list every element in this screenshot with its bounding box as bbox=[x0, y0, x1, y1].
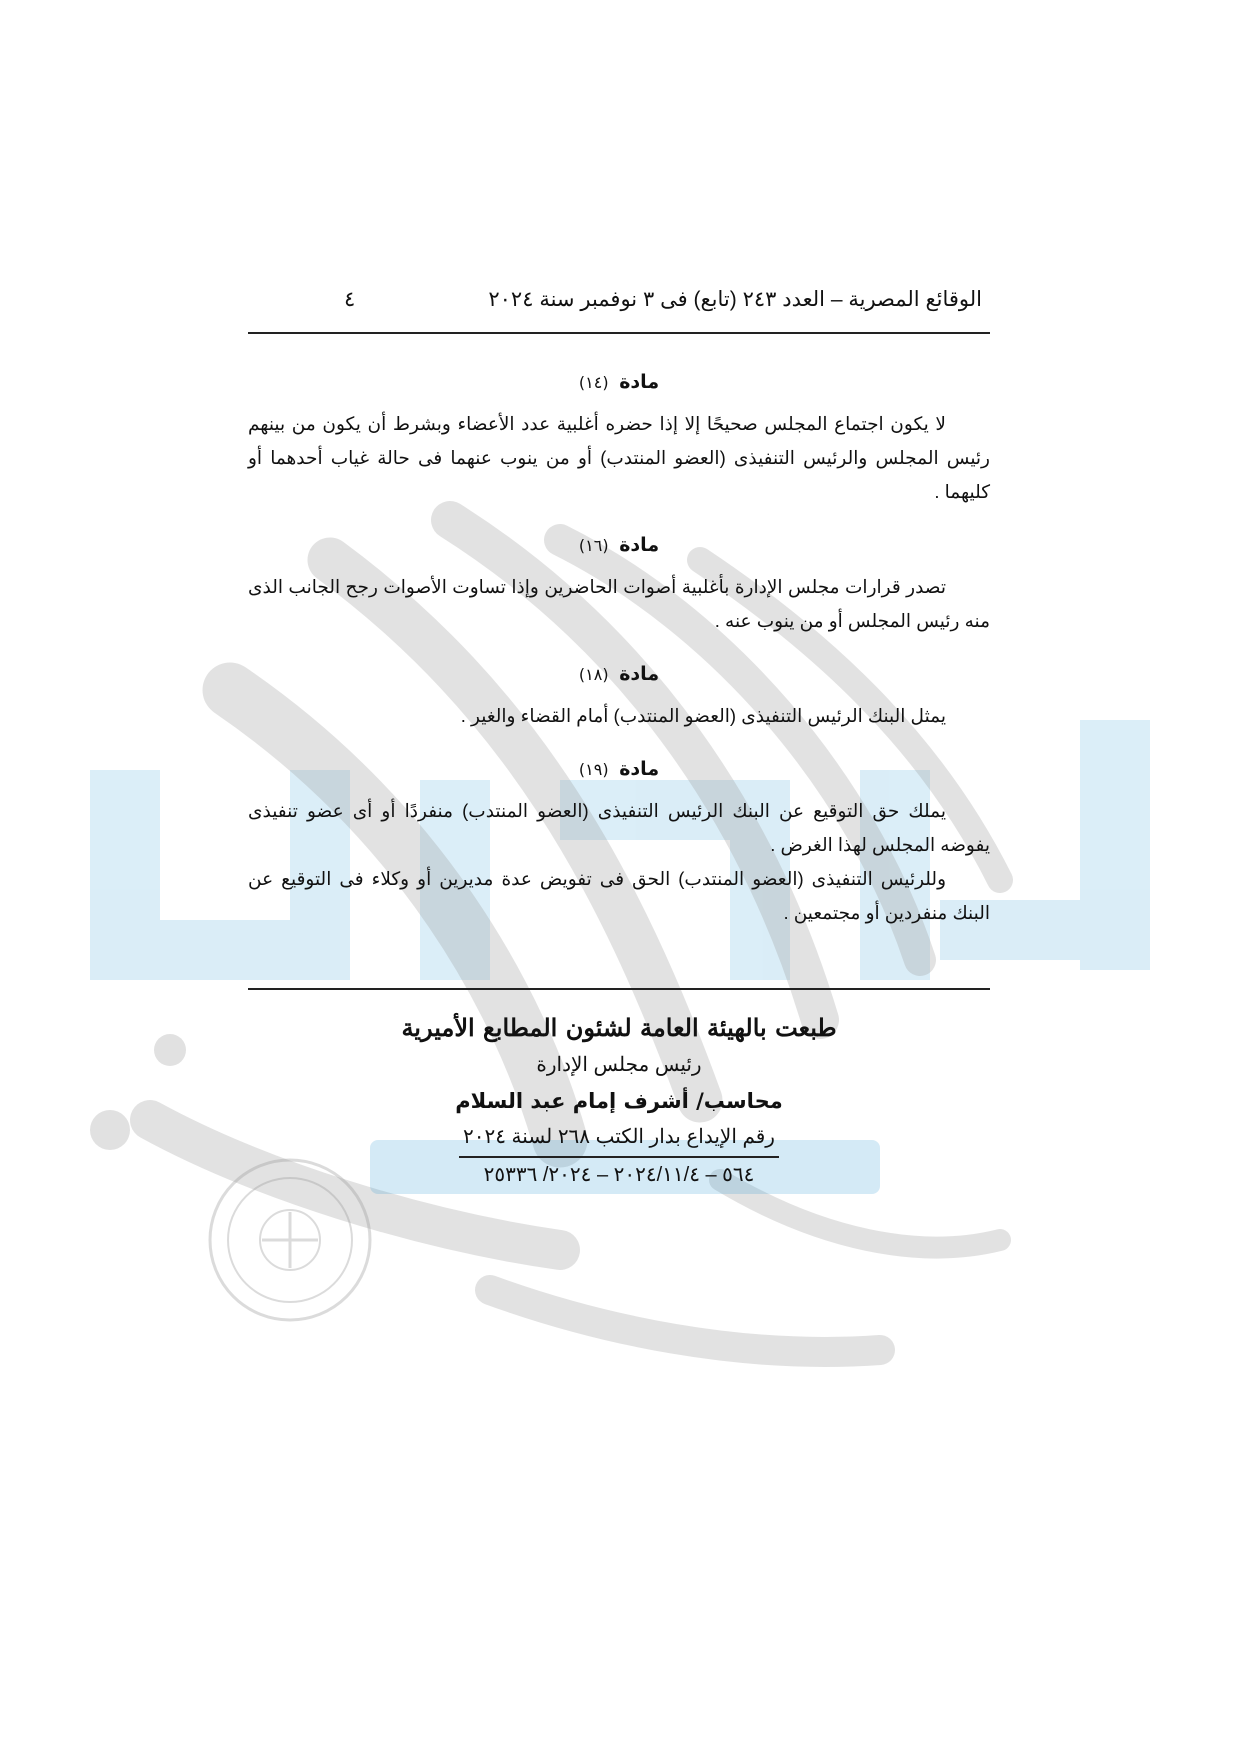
article-heading bbox=[248, 755, 990, 784]
article-number: (١٦) bbox=[578, 536, 609, 555]
header-divider bbox=[248, 332, 990, 334]
article-heading-label: مادة bbox=[619, 663, 660, 685]
article-heading-label: مادة bbox=[619, 371, 660, 393]
article-paragraph: يمثل البنك الرئيس التنفيذى (العضو المنتدب) أمام القضاء والغير . bbox=[460, 705, 946, 726]
article-19 bbox=[248, 755, 990, 930]
article-number: (١٤) bbox=[578, 373, 609, 392]
chair-title: رئيس مجلس الإدارة bbox=[536, 1054, 702, 1076]
page-number: ٤ bbox=[344, 287, 356, 311]
article-14 bbox=[248, 368, 990, 509]
article-paragraph: لا يكون اجتماع المجلس صحيحًا إلا إذا حضره أغلبية عدد الأعضاء وبشرط أن يكون من بينهم رئيس المجلس والرئيس التنفيذى (العضو المنتدب) أو من ينوب عنهما فى حالة غياب أحدهما أو كليهما . bbox=[248, 413, 990, 502]
printer-name: طبعت بالهيئة العامة لشئون المطابع الأميرية bbox=[401, 1013, 837, 1042]
article-number: (١٩) bbox=[578, 760, 609, 779]
imprint-footer bbox=[248, 1008, 990, 1192]
article-paragraph: وللرئيس التنفيذى (العضو المنتدب) الحق فى تفويض عدة مديرين أو وكلاء فى التوقيع عن البنك منفردين أو مجتمعين . bbox=[248, 868, 990, 923]
running-title: الوقائع المصرية – العدد ٢٤٣ (تابع) فى ٣ نوفمبر سنة ٢٠٢٤ bbox=[488, 287, 982, 311]
article-18 bbox=[248, 660, 990, 733]
document-page bbox=[248, 280, 990, 1192]
article-heading bbox=[248, 660, 990, 689]
deposit-code: ٢٥٣٣٦ /٢٠٢٤ – ٢٠٢٤/١١/٤ – ٥٦٤ bbox=[483, 1164, 755, 1186]
article-number: (١٨) bbox=[578, 665, 609, 684]
watermark-dot bbox=[154, 1034, 186, 1066]
article-16 bbox=[248, 531, 990, 638]
running-header bbox=[248, 280, 990, 318]
article-heading bbox=[248, 368, 990, 397]
article-heading bbox=[248, 531, 990, 560]
deposit-number: رقم الإيداع بدار الكتب ٢٦٨ لسنة ٢٠٢٤ bbox=[459, 1120, 779, 1158]
watermark-dot bbox=[90, 1110, 130, 1150]
article-heading-label: مادة bbox=[619, 534, 660, 556]
article-paragraph: تصدر قرارات مجلس الإدارة بأغلبية أصوات الحاضرين وإذا تساوت الأصوات رجح الجانب الذى منه رئيس المجلس أو من ينوب عنه . bbox=[248, 576, 990, 631]
article-heading-label: مادة bbox=[619, 758, 660, 780]
article-paragraph: يملك حق التوقيع عن البنك الرئيس التنفيذى (العضو المنتدب) منفردًا أو أى عضو تنفيذى يفوضه المجلس لهذا الغرض . bbox=[248, 800, 990, 855]
footer-divider bbox=[248, 988, 990, 990]
chair-name: محاسب/ أشرف إمام عبد السلام bbox=[455, 1089, 783, 1113]
